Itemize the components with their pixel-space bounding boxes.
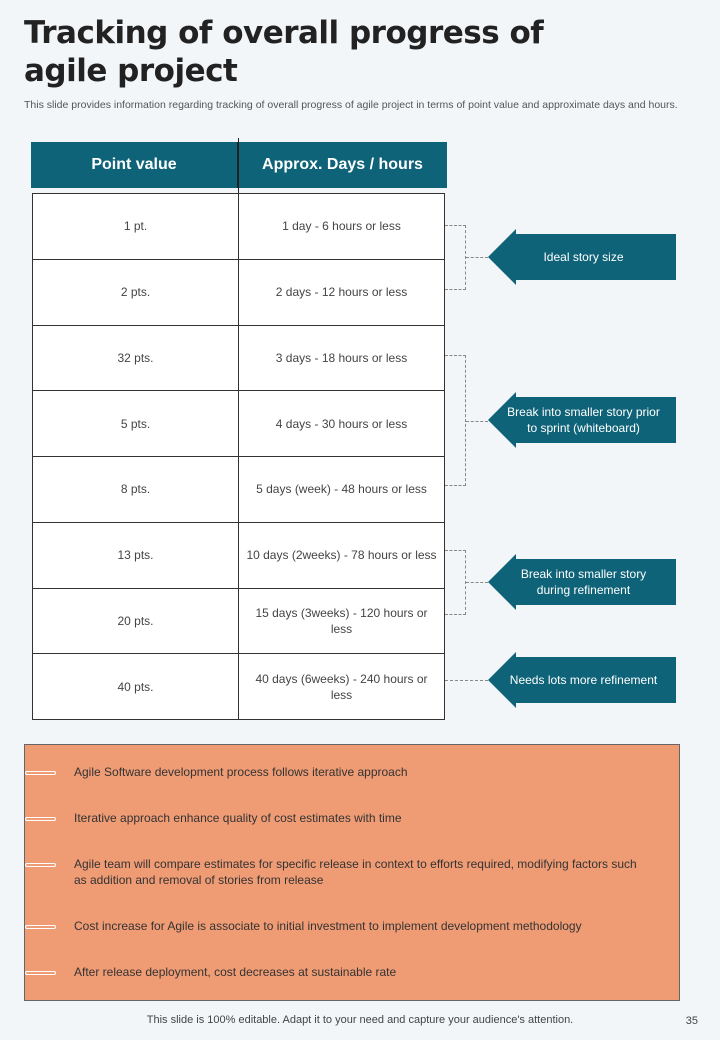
point-value-cell: 8 pts. (33, 457, 239, 522)
bracket-prior-sprint (445, 355, 466, 486)
bracket-ideal (445, 225, 466, 290)
point-value-cell: 13 pts. (33, 523, 239, 588)
callout-ideal-story-size (488, 234, 676, 280)
table-header (31, 142, 447, 188)
table-row (33, 326, 444, 392)
table-row (33, 589, 444, 655)
duration-cell: 10 days (2weeks) - 78 hours or less (246, 548, 437, 563)
header-divider (238, 138, 239, 194)
bullet-text: Agile team will compare estimates for specific release in context to efforts required, modifying factors such as addition and removal of stories from release (74, 857, 637, 887)
duration-cell: 1 day - 6 hours or less (282, 219, 401, 234)
bullet-text: After release deployment, cost decreases at sustainable rate (74, 965, 397, 979)
duration-cell: 4 days - 30 hours or less (275, 416, 408, 431)
table-row (33, 260, 444, 326)
table-row (33, 654, 444, 720)
header-point-value: Point value (31, 142, 238, 188)
point-value-cell: 20 pts. (33, 589, 239, 654)
bracket-connector (466, 421, 488, 422)
bullet-text: Agile Software development process follows iterative approach (74, 765, 408, 779)
page-subtitle: This slide provides information regarding tracking of overall progress of agile project in terms of point value and approximate days and hours. (24, 99, 678, 111)
point-value-cell: 32 pts. (33, 326, 239, 391)
callout-text: Needs lots more refinement (509, 673, 658, 687)
bullet-dash-icon (25, 863, 56, 867)
bracket-refinement (445, 550, 466, 615)
callout-break-refinement (488, 559, 676, 605)
duration-cell: 3 days - 18 hours or less (275, 350, 408, 365)
summary-panel (24, 744, 680, 1001)
connector-lots-refinement (445, 680, 488, 681)
callout-arrow (488, 229, 516, 285)
callout-needs-refinement (488, 657, 676, 703)
point-value-cell: 5 pts. (33, 391, 239, 456)
table-row (33, 457, 444, 523)
table-row (33, 391, 444, 457)
bullet-dash-icon (25, 817, 56, 821)
callout-text: Ideal story size (543, 250, 624, 264)
duration-cell: 15 days (3weeks) - 120 hours or less (255, 605, 428, 636)
bracket-connector (466, 257, 488, 258)
callout-text: Break into smaller story prior to sprint (whiteboard) (507, 405, 660, 435)
callout-break-prior-sprint (488, 397, 676, 443)
page-title: Tracking of overall progress of agile project (24, 15, 544, 89)
callout-text: Break into smaller story during refinement (520, 567, 647, 597)
bullet-dash-icon (25, 925, 56, 929)
page-number: 35 (685, 1015, 698, 1027)
bullet-dash-icon (25, 971, 56, 975)
estimation-table (32, 193, 445, 720)
bullet-text: Iterative approach enhance quality of cost estimates with time (74, 811, 402, 825)
duration-cell: 40 days (6weeks) - 240 hours or less (255, 671, 428, 702)
duration-cell: 2 days - 12 hours or less (275, 285, 408, 300)
bullet-dash-icon (25, 771, 56, 775)
footer-note: This slide is 100% editable. Adapt it to your need and capture your audience's attention. (146, 1014, 574, 1026)
bullet-text: Cost increase for Agile is associate to initial investment to implement development methodology (74, 919, 582, 933)
point-value-cell: 1 pt. (33, 194, 239, 259)
table-row (33, 523, 444, 589)
point-value-cell: 40 pts. (33, 654, 239, 719)
bracket-connector (466, 582, 488, 583)
table-row (33, 194, 444, 260)
point-value-cell: 2 pts. (33, 260, 239, 325)
header-approx-days-hours: Approx. Days / hours (262, 156, 423, 173)
duration-cell: 5 days (week) - 48 hours or less (256, 482, 427, 497)
